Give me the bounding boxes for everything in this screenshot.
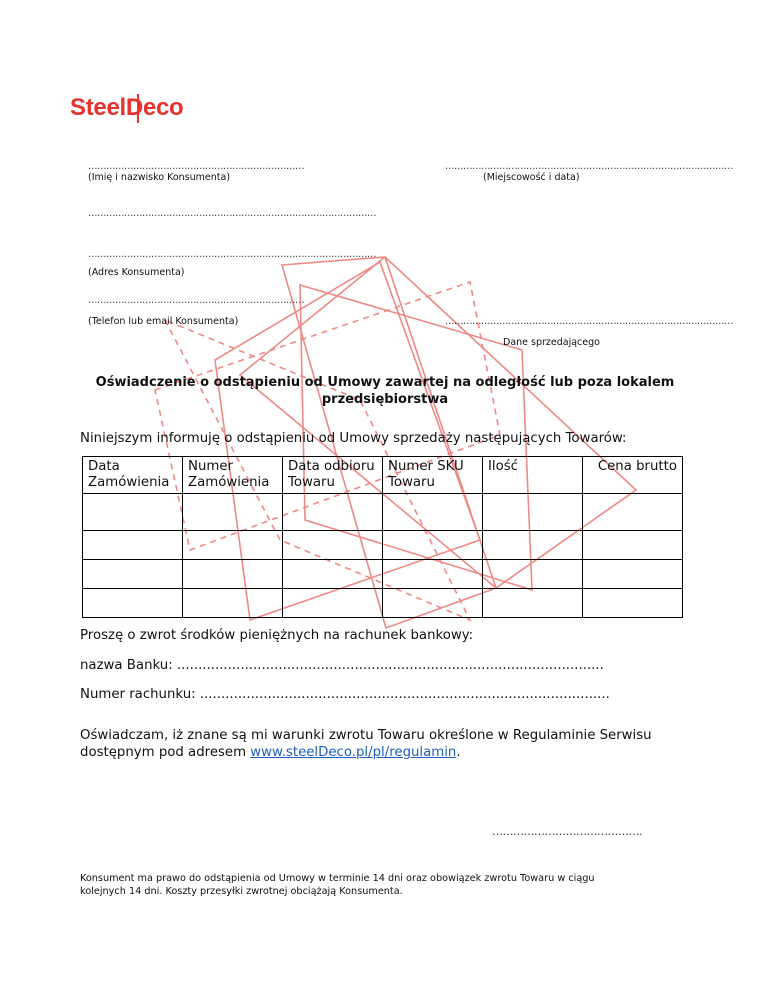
bank-name-dots: .....................................................................................................: [176, 658, 604, 673]
col-order-date: Data Zamówienia: [83, 457, 183, 494]
footer-line-2: kolejnych 14 dni. Koszty przesyłki zwrotnej obciążają Konsumenta.: [80, 886, 403, 897]
signature-dots: …………………………………….: [492, 825, 642, 838]
title-line-1: Oświadczenie o odstąpieniu od Umowy zawartej na odległość lub poza lokalem: [95, 375, 675, 390]
document-title: [80, 374, 690, 408]
account-number-line[interactable]: [80, 686, 670, 703]
seller-label: Dane sprzedającego: [503, 337, 600, 348]
col-pickup-date: Data odbioru Towaru: [283, 457, 383, 494]
table-row[interactable]: [83, 560, 683, 589]
statement-line-1: Oświadczam, iż znane są mi warunki zwrotu Towaru określone w Regulaminie Serwisu: [80, 728, 652, 743]
account-number-label: Numer rachunku:: [80, 687, 200, 702]
account-number-dots: .................................................................................................: [199, 687, 610, 702]
seller-dots: ……………………………………………………………………………………: [445, 316, 733, 327]
place-date-label: (Miejscowość i data): [483, 172, 580, 183]
intro-text: Niniejszym informuję o odstąpieniu od Umowy sprzedaży następujących Towarów:: [80, 431, 627, 446]
col-order-number: Numer Zamówienia: [183, 457, 283, 494]
col-gross-price: Cena brutto: [583, 457, 683, 494]
address-dots-1: ……………………………………………………………………………………: [88, 208, 376, 219]
steeldeco-logo: [70, 92, 215, 124]
address-dots-2: ……………………………………………………………………………………: [88, 249, 376, 260]
table-row[interactable]: [83, 531, 683, 560]
contact-dots: ………………………………………………………………: [88, 295, 304, 306]
bank-name-line[interactable]: [80, 657, 670, 674]
col-quantity: Ilość: [483, 457, 583, 494]
table-row[interactable]: [83, 589, 683, 618]
table-row[interactable]: [83, 494, 683, 531]
col-sku-number: Numer SKU Towaru: [383, 457, 483, 494]
place-date-dots: ……………………………………………………………………………………: [445, 161, 733, 172]
logo-text: SteelDeco: [70, 94, 184, 121]
statement-line-2: dostępnym pod adresem www.steelDeco.pl/pl/regulamin.: [80, 745, 461, 760]
consumer-name-dots: ………………………………………………………………: [88, 161, 304, 172]
contact-label: (Telefon lub email Konsumenta): [88, 316, 239, 327]
refund-request-text: Proszę o zwrot środków pieniężnych na rachunek bankowy:: [80, 628, 474, 643]
bank-name-label: nazwa Banku:: [80, 658, 177, 673]
table-header-row: [83, 457, 683, 494]
regulations-link[interactable]: www.steelDeco.pl/pl/regulamin: [250, 745, 457, 760]
footer-line-1: Konsument ma prawo do odstąpienia od Umowy w terminie 14 dni oraz obowiązek zwrotu Towaru w ciągu: [80, 873, 595, 884]
footer-note: [80, 872, 680, 898]
returned-goods-table: [82, 456, 683, 618]
title-line-2: przedsiębiorstwa: [321, 392, 449, 407]
address-label: (Adres Konsumenta): [88, 267, 185, 278]
consumer-name-label: (Imię i nazwisko Konsumenta): [88, 172, 231, 183]
